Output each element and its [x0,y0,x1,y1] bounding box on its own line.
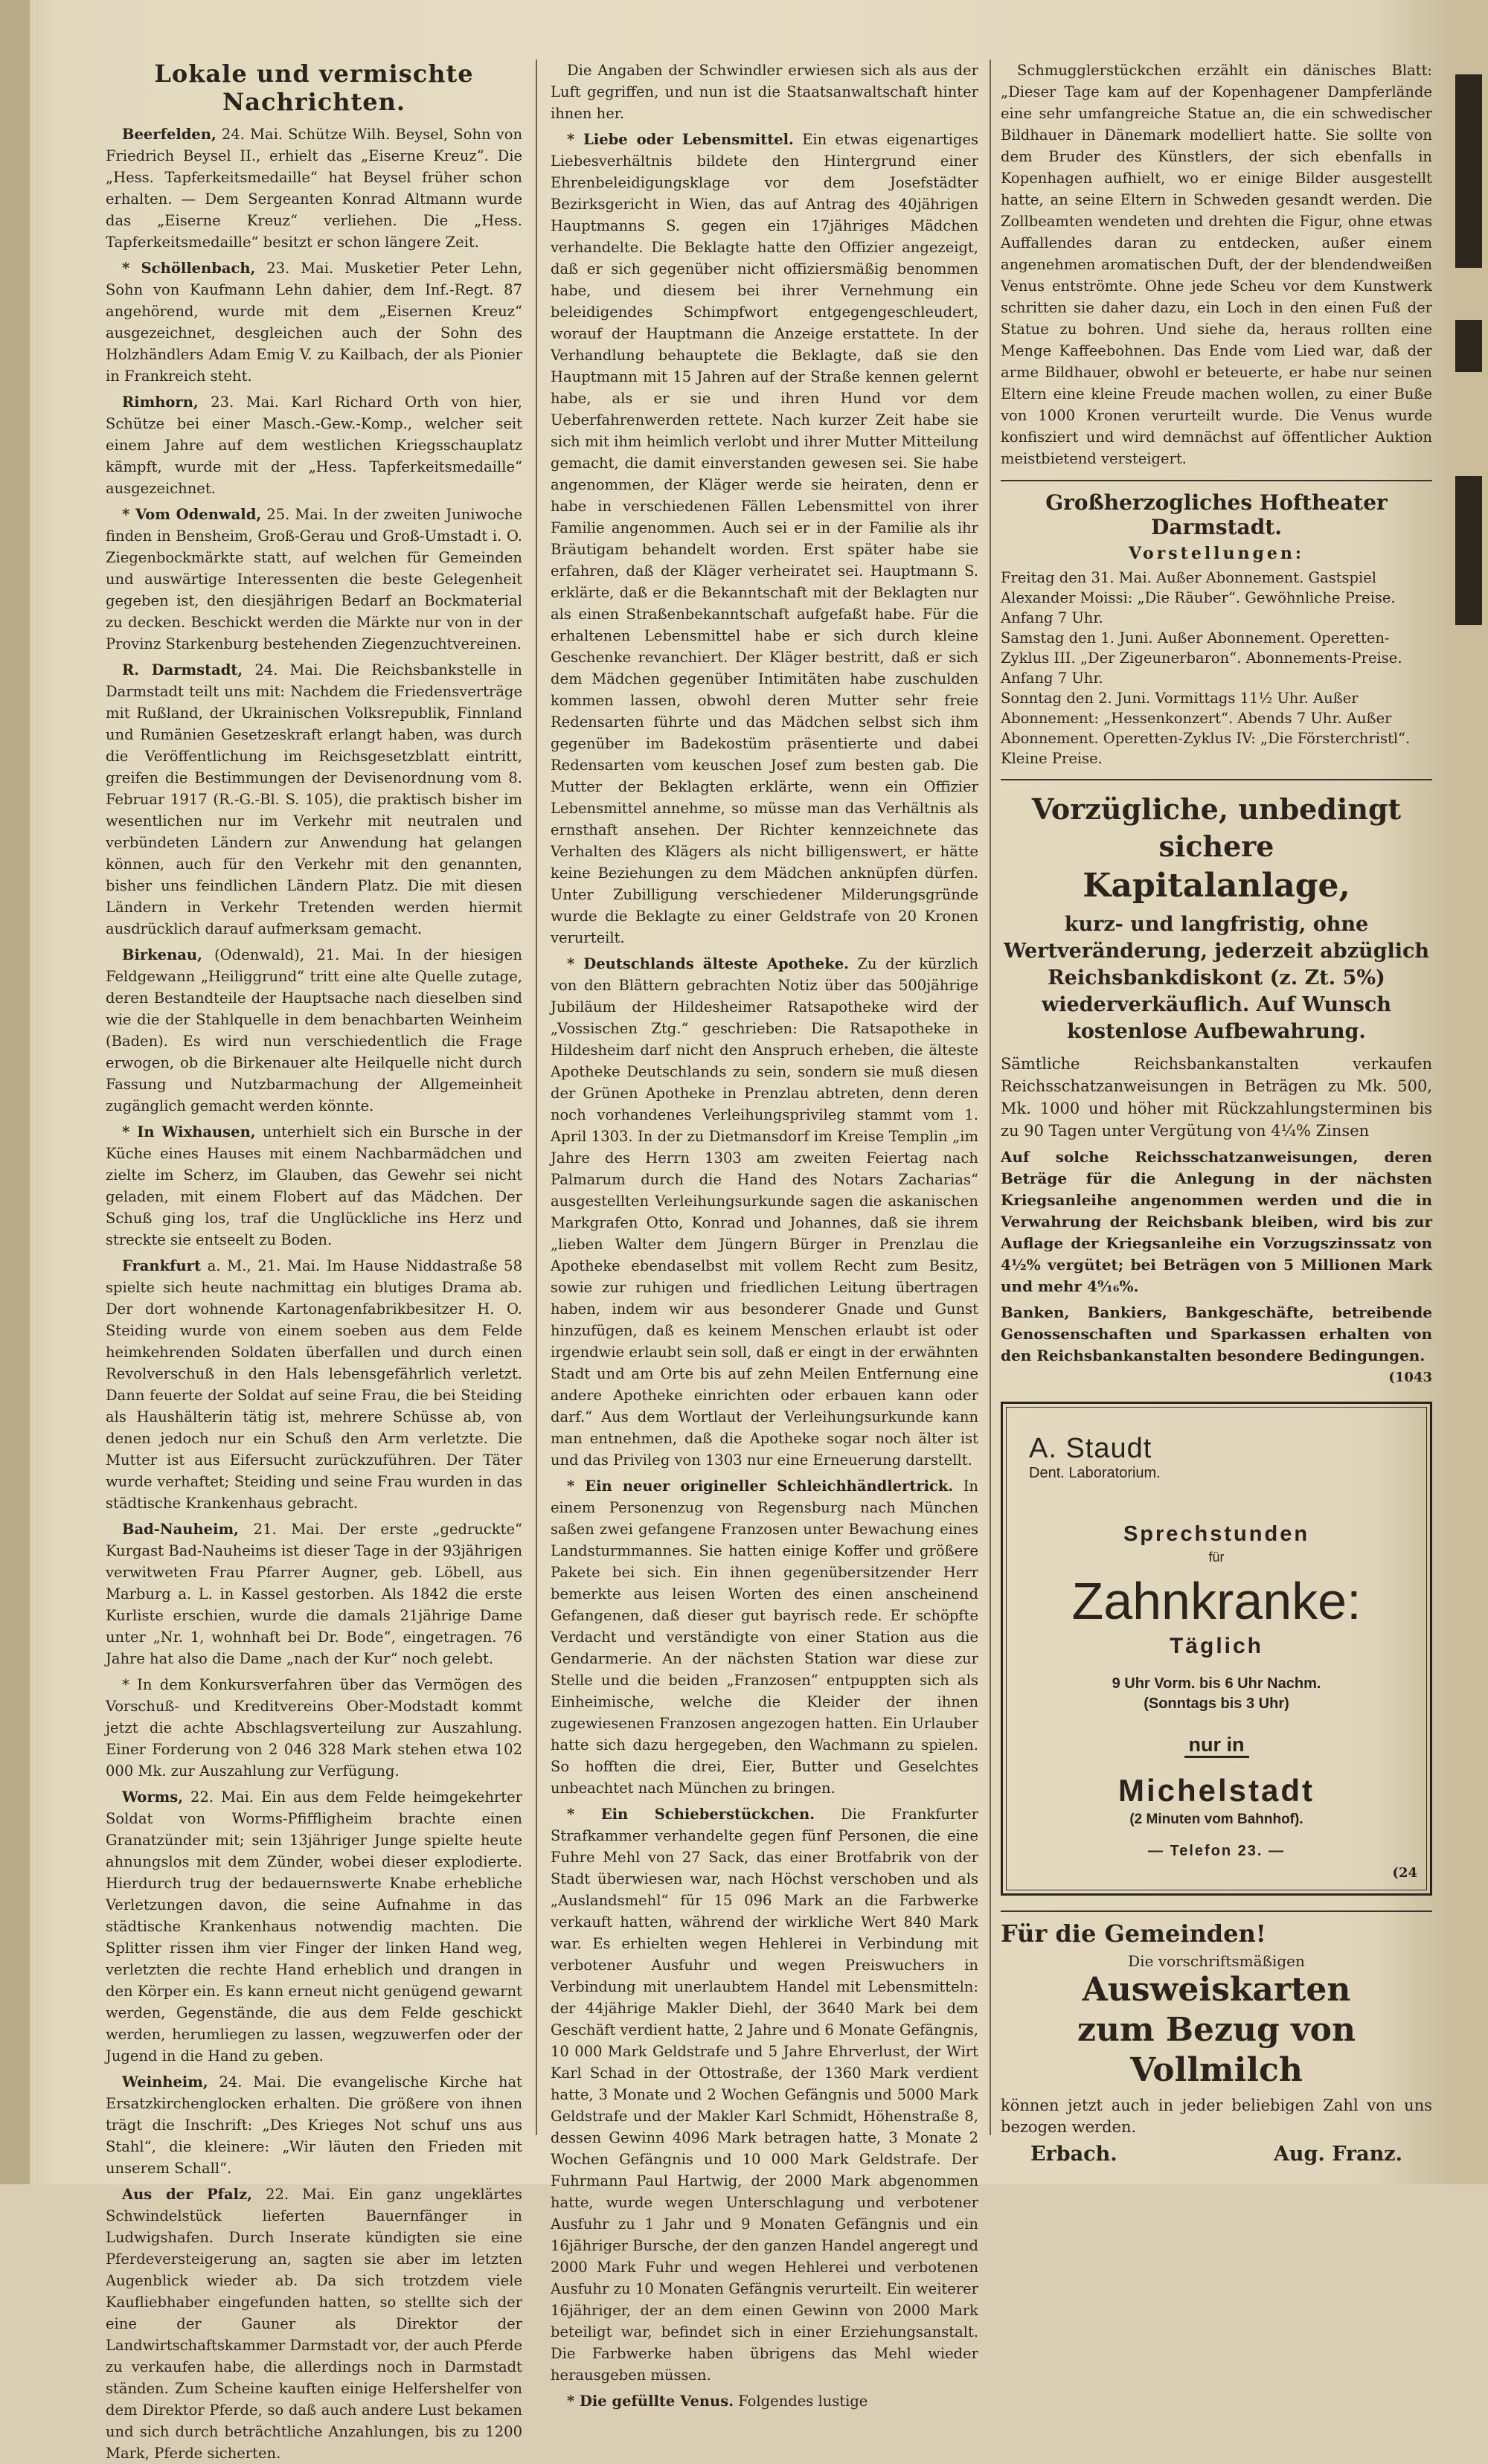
ad-code: (1043 [1388,1370,1432,1385]
ad-headline: Vorzügliche, unbedingt sichere [1031,792,1402,863]
article-keyword: Bad-Nauheim, [122,1521,239,1538]
theater-title: Großherzogliches Hoftheater Darmstadt. [1001,480,1432,539]
article-paragraph [551,129,978,949]
article-text: Schmugglerstückchen erzählt ein dänisches Blatt: „Dieser Tage kam auf der Kopenhagener Dampferlände eine sehr umfangreiche Statue an, die ein schwedischer Bildhauer in Dänemark modelliert hatte. Sie sollte von dem Bruder des Künstlers, der sich ebenfalls in Kopenhagen aufhielt, wo er einige Bilder ausgestellt hatte, an seine Eltern in Schweden gesandt werden. Die Zollbeamten wendeten und drehten die Figur, ohne etwas Auffallendes daran zu entdecken, außer einem angenehmen aromatischen Duft, der der blendendweißen Venus entströmte. Ohne jede Scheu vor dem Kunstwerk schritten sie daher dazu, ein Loch in den einen Fuß der Statue zu bohren. Und siehe da, heraus rollten eine Menge Kaffeebohnen. Das Ende vom Lied war, daß der arme Bildhauer, obwohl er beteuerte, er habe nur seinen Eltern eine kleine Freude machen wollen, zu einer Buße von 1000 Kronen verurteilt wurde. Die Venus wurde konfisziert und wird demnächst auf öffentlicher Auktion meistbietend versteigert. [1001,62,1432,467]
article-paragraph [551,1475,978,1799]
article-paragraph [106,944,522,1117]
article-text: 24. Mai. Die evangelische Kirche hat Ersatzkirchenglocken erhalten. Die größere von ihnen trägt die Inschrift: „Des Krieges Not schuf uns aus Stahl“, die kleinere: „Wir läuten den Frieden mit unserem Schall“. [106,2073,522,2177]
article-paragraph [106,504,522,655]
article-text: 22. Mai. Ein ganz ungeklärtes Schwindelstück lieferten Bauernfänger in Ludwigshafen. Durch Inserate kündigten sie eine Pferdeversteigerung an, sagten sie aber im letzten Augenblick wieder ab. Da sich trotzdem viele Kaufliebhaber eingefunden hatten, so stellte sich der eine der Gauner als Direktor der Landwirtschaftskammer Darmstadt vor, der auch Pferde zu verkaufen habe, die allerdings noch in Darmstadt ständen. Zum Scheine kauften einige Helfershelfer von dem Direktor Pferde, so daß auch andere Lust bekamen und sich durch beträchtliche Anzahlungen, bis zu 1200 Mark, Pferde sicherten. [106,2186,523,2462]
article-text: a. M., 21. Mai. Im Hause Niddastraße 58 spielte sich heute nachmittag ein blutiges Drama ab. Der dort wohnende Kartonagenfabrikbesitzer H. O. Steiding wurde von einem soeben aus dem Felde heimkehrenden Soldaten überfallen und durch einen Revolverschuß in den Hals lebensgefährlich verletzt. Dann feuerte der Soldat auf seine Frau, die bei Steiding als Haushälterin tätig ist, mehrere Schüsse ab, von denen jedoch nur ein Schuß den Arm verletzte. Die Mutter ist aus Eifersucht zurückzuführen. Der Täter wurde verhaftet; Steiding und seine Frau wurden in das städtische Krankenhaus gebracht. [106,1257,522,1512]
article-text: 25. Mai. In der zweiten Juniwoche finden in Bensheim, Groß-Gerau und Groß-Umstadt i. O. Ziegenbockmärkte statt, auf welchen für Gemeinden und auswärtige Interessenten die beste Gelegenheit gegeben ist, den diesjährigen Bedarf an Bockmaterial zu decken. Beschickt werden die Märkte nur von in der Provinz Starkenburg bestehenden Ziegenzuchtvereinen. [106,506,522,652]
theater-listing [1001,480,1432,769]
article-paragraph [106,1255,522,1514]
ad-headline: Für die Gemeinden! [1001,1919,1266,1948]
article-list [106,123,522,2464]
left-page-edge [0,0,30,2184]
article-keyword: Rimhorn, [122,394,199,411]
dentist-lab: Dent. Laboratorium. [1029,1465,1161,1481]
dentist-name: A. Staudt [1029,1433,1152,1464]
ad-subheadline: Die vorschriftsmäßigen [1128,1952,1305,1970]
article-text: * In dem Konkursverfahren über das Vermögen des Vorschuß- und Kreditvereins Ober-Modstadt kommt jetzt die achte Abschlagsverteilung zur Auszahlung. Einer Forderung von 2 046 328 Mark stehen etwa 102 000 Mk. zur Auszahlung zur Verfügung. [106,1676,522,1780]
article-keyword: Beerfelden, [122,126,217,143]
column-ads [1001,60,1432,2166]
ad-subheadline: kurz- und langfristig, ohne Wertveränderung, jederzeit abzüglich Reichsbankdiskont (z. Zt. 5%) wiederverkäuflich. Auf Wunsch kostenlose Aufbewahrung. [1003,913,1430,1043]
article-keyword: Weinheim, [122,2073,208,2091]
article-text: (Odenwald), 21. Mai. In der hiesigen Feldgewann „Heiliggrund“ tritt eine alte Quelle zutage, deren Bestandteile der Hauptsache nach dieselben sind wie die der Stahlquelle in dem benachbarten Weinheim (Baden). Es wird nun verschiedentlich die Frage erwogen, ob die Birkenauer alte Heilquelle nicht durch Fassung und Nutzbarmachung der Allgemeinheit zugänglich gemacht werden könnte. [106,946,522,1114]
article-paragraph [106,1518,522,1669]
column-rule-1 [536,60,537,2135]
signature-place: Erbach. [1030,2143,1117,2166]
office-hours-heading: Sprechstunden [1123,1522,1310,1546]
ad-body: können jetzt auch in jeder beliebigen Zahl von uns bezogen werden. [1001,2096,1432,2136]
article-keyword: R. Darmstadt, [122,661,243,678]
article-paragraph [106,1674,522,1782]
article-text: 23. Mai. Karl Richard Orth von hier, Schütze bei einer Masch.-Gew.-Komp., welcher seit einem Jahre auf dem westlichen Kriegsschauplatz kämpft, wurde mit der „Hess. Tapferkeitsmedaille“ ausgezeichnet. [106,394,523,497]
article-paragraph [106,257,522,387]
theater-entry: Samstag den 1. Juni. Außer Abonnement. Operetten-Zyklus III. „Der Zigeunerbaron“. Abonnements-Preise. Anfang 7 Uhr. [1001,629,1402,687]
theater-entries [1001,568,1432,769]
ad-capital-investment [1001,779,1432,1385]
daily-label: Täglich [1169,1634,1263,1658]
article-keyword: Aus der Pfalz, [122,2186,252,2203]
telephone: — Telefon 23. — [1147,1843,1286,1859]
ad-dentist [1001,1402,1432,1896]
patients-heading: Zahnkranke: [1071,1572,1362,1630]
article-text: 24. Mai. Schütze Wilh. Beysel, Sohn von Friedrich Beysel II., erhielt das „Eiserne Kreuz“. Die „Hess. Tapferkeitsmedaille“ hat Beysel früher schon erhalten. — Dem Sergeanten Konrad Altmann wurde das „Eiserne Kreuz“ verliehen. Die „Hess. Tapferkeitsmedaille“ besitzt er schon längere Zeit. [106,126,523,251]
article-keyword: * In Wixhausen, [122,1123,256,1140]
hours-text: 9 Uhr Vorm. bis 6 Uhr Nachm. [1112,1675,1321,1692]
article-text: Zu der kürzlich von den Blättern gebrachten Notiz über das 500jährige Jubiläum der Hildesheimer Ratsapotheke wird der „Vossischen Ztg.“ geschrieben: Die Ratsapotheke in Hildesheim darf nicht den Anspruch erheben, die älteste Apotheke Deutschlands zu sein, sondern sie muß diesen der Grünen Apotheke in Prenzlau abtreten, denn deren noch vorhandenes Verleihungsprivileg stammt vom 1. April 1303. In der zu Dietmansdorf im Kreise Templin „im Jahre des Herrn 1303 am zweiten Feiertag nach Palmarum durch die Hand des Notars Zacharias“ ausgestellten Verleihungsurkunde sagen die askanischen Markgrafen Otto, Konrad und Johannes, daß sie ihrem „lieben Walter dem Jüngern Bürger in Prenzlau die Apotheke ebendaselbst mit vollem Recht zum Besitz, sowie zur ruhigen und friedlichen Leitung übertragen haben, indem wir aus besonderer Gnade und Gunst hinzufügen, daß es keinem Menschen erlaubt ist oder irgendwie erlaubt sein soll, daß er eingt in der erwähnten Stadt und am Orte bis auf zehn Meilen Entfernung eine andere Apotheke einrichten oder erbauen kann oder darf.“ Aus dem Wortlaut der Verleihungsurkunde kann man entnehmen, daß die Apotheke sogar noch älter ist und das Privileg von 1303 nur eine Erneuerung darstellt. [551,955,978,1469]
article-text: 24. Mai. Die Reichsbankstelle in Darmstadt teilt uns mit: Nachdem die Friedensverträge mit Rußland, der Ukrainischen Volksrepublik, Finnland und Rumänien Gesetzeskraft erlangt haben, was durch die Veröffentlichung im Reichsgesetzblatt eintritt, greifen die Bestimmungen der Devisenordnung vom 8. Februar 1917 (R.-G.-Bl. S. 105), die praktisch bisher im wesentlichen nur im Verkehr mit neutralen und verbündeten Ländern zur Anwendung hat gelangen können, auch für den Verkehr mit den genannten, bisher uns feindlichen Ländern Platz. Die mit diesen Ländern in Verkehr Tretenden werden hiermit ausdrücklich darauf aufmerksam gemacht. [106,661,522,937]
article-paragraph [106,391,522,499]
article-keyword: * Vom Odenwald, [122,506,262,523]
article-paragraph [106,1786,522,2067]
article-paragraph [106,123,522,253]
article-keyword: * Liebe oder Lebensmittel. [567,131,794,148]
sunday-hours: (Sonntags bis 3 Uhr) [1144,1695,1289,1712]
article-paragraph [106,2071,522,2179]
article-text: 22. Mai. Ein aus dem Felde heimgekehrter Soldat von Worms-Pfiffligheim brachte einen Granatzünder mit; sein 13jähriger Junge spielte heute ahnungslos mit dem Zünder, wobei dieser explodierte. Hierdurch trug der bedauernswerte Knabe erhebliche Verletzungen davon, die seine Aufnahme in das städtische Krankenhaus notwendig machten. Die Splitter rissen ihm vier Finger der linken Hand weg, verletzten die rechte Hand erheblich und drangen in den Körper ein. Es kann erneut nicht genügend gewarnt werden, Gegenstände, die aus dem Felde geschickt werden, herumliegen zu lassen, wegzuwerfen oder der Jugend in die Hand zu geben. [106,1788,522,2064]
ad-big-title: Ausweiskarten [1082,1971,1351,2009]
article-text: Folgendes lustige [738,2393,868,2410]
town-name: Michelstadt [1117,1773,1315,1808]
article-text: unterhielt sich ein Bursche in der Küche eines Hauses mit einem Nachbarmädchen und zielte im Scherz, im Glauben, das Gewehr sei nicht geladen, mit einem Flobert auf das Mädchen. Der Schuß ging los, traf die Unglückliche ins Herz und streckte sie entseelt zu Boden. [106,1123,522,1248]
signature-name: Aug. Franz. [1273,2143,1402,2166]
ad-body-3: Banken, Bankiers, Bankgeschäfte, betreibende Genossenschaften und Sparkassen erhalten von den Reichsbankanstalten besondere Bedingungen. [1001,1303,1432,1364]
for-label: für [1208,1550,1225,1565]
theater-entry: Sonntag den 2. Juni. Vormittags 11½ Uhr. Außer Abonnement: „Hessenkonzert“. Abends 7 Uhr. Außer Abonnement. Operetten-Zyklus IV: „Die Försterchristl“. Kleine Preise. [1001,690,1411,767]
ad-body-2: Auf solche Reichsschatzanweisungen, deren Beträge für die Anlegung in der nächsten Kriegsanleihe angenommen werden und die in Verwahrung der Reichsbank bleiben, wird bis zur Auflage der Kriegsanleihe ein Vorzugszinssatz von 4½% vergütet; bei Beträgen von 5 Millionen Mark und mehr 4⁹⁄₁₆%. [1001,1148,1432,1295]
distance-note: (2 Minuten vom Bahnhof). [1129,1812,1303,1827]
article-text: Die Angaben der Schwindler erwiesen sich als aus der Luft gegriffen, und nun ist die Staatsanwaltschaft hinter ihnen her. [551,62,978,122]
article-keyword: Birkenau, [122,946,202,963]
article-paragraph [551,2390,978,2412]
article-keyword: * Deutschlands älteste Apotheke. [567,955,849,972]
only-in-label: nur in [1029,1733,1404,1756]
article-keyword: * Schöllenbach, [122,260,256,277]
column-rule-2 [990,60,991,2135]
article-keyword: * Die gefüllte Venus. [567,2393,734,2410]
ad-code: (24 [1392,1865,1417,1881]
article-keyword: Worms, [122,1788,183,1806]
ad-signature [1001,2143,1432,2166]
column-misc-news [551,60,978,2410]
article-list [551,60,978,2412]
article-paragraph [551,60,978,124]
article-paragraph [1001,60,1432,469]
theater-subtitle: Vorstellungen: [1128,544,1305,563]
article-keyword: Frankfurt [122,1257,201,1274]
article-paragraph [551,953,978,1471]
article-text: 21. Mai. Der erste „gedruckte“ Kurgast Bad-Nauheims ist dieser Tage in der 93jährigen verwitweten Frau Pfarrer Augner, geb. Löbell, aus Marburg a. L. in Kassel gestorben. Als 1842 die erste Kurliste erschien, wurde die damals 21jährige Dame unter „Nr. 1, wohnhaft bei Dr. Bode“, eingetragen. 76 Jahre hat also die Dame „nach der Kur“ noch gelebt. [106,1521,522,1667]
article-paragraph [106,2184,522,2464]
ad-headline-2: Kapitalanlage, [1083,867,1350,905]
ad-milk-cards [1001,1910,1432,2166]
article-paragraph [551,1803,978,2386]
article-keyword: * Ein Schieberstückchen. [567,1806,815,1823]
column-local-news [106,60,523,2462]
article-text: In einem Personenzug von Regensburg nach München saßen zwei gefangene Franzosen unter Bewachung eines Landsturmmannes. Sie hatten einige Koffer und größere Pakete bei sich. Ein ihnen gegenübersitzender Herr bemerkte aus leisen Worten des einen anscheinend Gefangenen, daß dieser gut bayrisch rede. Er schöpfte Verdacht und verständigte von einer Station aus die Gendarmerie. An der nächsten Station war diese zur Stelle und die beiden „Franzosen“ entpuppten sich als Einheimische, welche die Kleider der ihnen zugewiesenen Franzosen angezogen hatten. Ein Urlauber hatte sich dazu hergegeben, den Wachmann zu spielen. So hofften die drei, Eier, Butter und Geselchtes unbeachtet nach München zu bringen. [551,1478,978,1797]
article-paragraph [106,1121,522,1251]
article-text: 23. Mai. Musketier Peter Lehn, Sohn von Kaufmann Lehn dahier, dem Inf.-Regt. 87 angehörend, wurde mit dem „Eisernen Kreuz“ ausgezeichnet, desgleichen auch der Sohn des Holzhändlers Adam Emig V. zu Kailbach, der als Pionier in Frankreich steht. [106,260,522,385]
section-title: Lokale und vermischte Nachrichten. [154,60,474,116]
article-paragraph [106,659,522,940]
article-list [1001,60,1432,469]
right-page-edge [1449,0,1488,2184]
article-text: Die Frankfurter Strafkammer verhandelte gegen fünf Personen, die eine Fuhre Mehl von 27 Sack, das einer Brotfabrik von der Stadt überwiesen war, nach Höchst verschoben und als „Auslandsmehl“ für 15 096 Mark an die Farbwerke verkauft hatten, während der wirkliche Wert 840 Mark war. Es erhielten wegen Hehlerei in Verbindung mit verbotener Ausfuhr und wegen Preiswuchers in Verbindung mit unerlaubtem Handel mit Lebensmitteln: der 44jährige Makler Diehl, der 3640 Mark bei dem Geschäft verdient hatte, 2 Jahre und 6 Monate Gefängnis, 10 000 Mark Geldstrafe und 5 Jahre Ehrverlust, der Wirt Karl Schad in der Ottostraße, der 1360 Mark verdient hatte, 3 Monate und 2 Wochen Gefängnis und 5000 Mark Geldstrafe und der Makler Karl Schmidt, Höhenstraße 8, dessen Gewinn 4096 Mark betragen hatte, 3 Monate 2 Wochen Gefängnis und 10 000 Mark Geldstrafe. Der Fuhrmann Paul Hartwig, der 2000 Mark abgenommen hatte, wurde wegen Unterschlagung und verbotener Ausfuhr zu 1 Jahr und 9 Monaten Gefängnis und ein 16jähriger Bursche, der den ganzen Handel angeregt und 2000 Mark Fuhr und wegen Hehlerei und verbotenen Ausfuhr zu 10 Monaten Gefängnis verurteilt. Ein weiterer 16jähriger, der an dem einen Gewinn von 2000 Mark beteiligt war, befindet sich in einer Erziehungsanstalt. Die Farbwerke haben übrigens das Mehl wieder herausgeben müssen. [551,1806,978,2384]
article-text: Ein etwas eigenartiges Liebesverhältnis bildete den Hintergrund einer Ehrenbeleidigungsklage vor dem Josefstädter Bezirksgericht in Wien, das auf Antrag des 40jährigen Hauptmanns S. gegen ein 17jähriges Mädchen verhandelte. Die Beklagte hatte den Offizier angezeigt, daß er sich gegenüber nicht offiziersmäßig benommen habe, und diesem bei ihrer Vernehmung ein beleidigendes Schimpfwort entgegengeschleudert, worauf der Hauptmann die Anzeige erstattete. In der Verhandlung behauptete die Beklagte, daß sie den Hauptmann mit 15 Jahren auf der Straße kennen gelernt habe, als er sie und ihren Hund vor dem Ueberfahrenwerden rettete. Nach kurzer Zeit habe sie sich mit ihm heimlich verlobt und ihrer Mutter Mitteilung gemacht, die damit einverstanden gewesen sei. Sie habe angenommen, der Kläger werde sie heiraten, denn er habe in verschiedenen Fällen Lebensmittel von ihrer Familie angenommen. Auch sei er in der Familie als ihr Bräutigam behandelt worden. Erst später habe sie erfahren, daß der Kläger verheiratet sei. Hauptmann S. erklärte, daß er die Bekanntschaft mit der Beklagten nur als einen Straßenbekanntschaft aufgefaßt habe. Für die erhaltenen Lebensmittel habe er sich durch kleine Geschenke revanchiert. Der Kläger bestritt, daß er sich dem Mädchen gegenüber Intimitäten habe zuschulden kommen lassen, obwohl deren Mutter sehr freie Redensarten führte und das Mädchen selbst sich ihm gegenüber im Badekostüm präsentierte und dabei Redensarten vom keuschen Josef zum besten gab. Die Mutter der Beklagten erklärte, wenn ein Offizier Lebensmittel annehme, so müsse man das Verhältnis als ernsthaft ansehen. Der Richter kennzeichnete das Verhalten des Klägers als nicht billigenswert, er hätte keine Beziehungen zu dem Mädchen anknüpfen dürfen. Unter Zubilligung verschiedener Milderungsgründe wurde die Beklagte zu einer Geldstrafe von 20 Kronen verurteilt. [551,131,978,946]
theater-entry: Freitag den 31. Mai. Außer Abonnement. Gastspiel Alexander Moissi: „Die Räuber“. Gewöhnliche Preise. Anfang 7 Uhr. [1001,569,1396,626]
ad-big-title-2: zum Bezug von Vollmilch [1077,2011,1356,2089]
article-keyword: * Ein neuer origineller Schleichhändlertrick. [567,1478,954,1495]
ad-body: Sämtliche Reichsbankanstalten verkaufen Reichsschatzanweisungen in Beträgen zu Mk. 500, Mk. 1000 und höher mit Rückzahlungsterminen bis zu 90 Tagen unter Vergütung von 4¼% Zinsen [1001,1055,1432,1140]
